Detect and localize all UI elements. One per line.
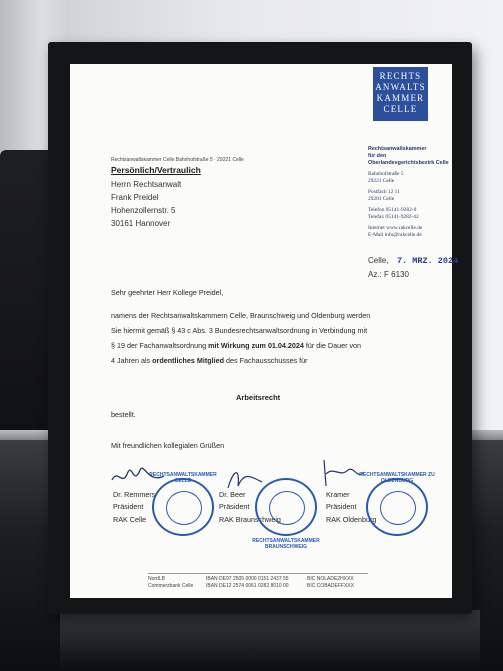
signatory-title: Präsident: [326, 502, 357, 511]
confidential-marking: Persönlich/Vertraulich: [111, 165, 201, 175]
sender-phone: Telefon 05141-9282-0: [368, 207, 417, 213]
place: Celle,: [368, 256, 389, 265]
sender-postbox: Postfach 12 11: [368, 189, 400, 195]
recipient-line: 30161 Hannover: [111, 219, 171, 228]
logo-line: CELLE: [383, 104, 418, 114]
body-line: [111, 356, 308, 365]
logo-line: KAMMER: [376, 93, 425, 103]
seal-celle-text: RECHTSANWALTSKAMMER CELLE: [149, 472, 217, 484]
recipient-line: Herrn Rechtsanwalt: [111, 180, 182, 189]
date-stamp: 7. MRZ. 2024: [397, 256, 459, 266]
bank-name: Commerzbank Celle: [148, 583, 194, 589]
closing: Mit freundlichen kollegialen Grüßen: [111, 441, 225, 450]
chamber-logo: [373, 67, 428, 121]
body-text: 4 Jahren als: [111, 356, 153, 365]
seal-braunschweig: [255, 478, 317, 536]
signatory-org: RAK Braunschweig: [219, 515, 281, 524]
membership-type: ordentliches Mitglied: [152, 356, 225, 365]
sender-postbox-city: 29201 Celle: [368, 196, 395, 202]
signatory-name: Dr. Remmers: [113, 490, 156, 499]
bank-iban: IBAN DE12 2574 0061 0282 8010 00: [206, 583, 289, 589]
signatory-org: RAK Oldenburg: [326, 515, 377, 524]
sender-name: Oberlandesgerichtsbezirk Celle: [368, 160, 449, 166]
bank-bic: BIC COBADEFFXXX: [307, 583, 354, 589]
sender-city: 29221 Celle: [368, 178, 395, 184]
subject: Arbeitsrecht: [236, 393, 281, 402]
sender-web: Internet www.rakcelle.de: [368, 225, 423, 231]
footer-divider: [148, 573, 368, 574]
recipient-line: Hohenzollernstr. 5: [111, 206, 176, 215]
sender-name: für den: [368, 153, 387, 159]
sender-line: Rechtsanwaltskammer Celle Bahnhofstraße 5 · 29221 Celle: [111, 157, 244, 163]
signatory-org: RAK Celle: [113, 515, 147, 524]
sender-fax: Telefax 05141-9282-42: [368, 214, 419, 220]
salutation: Sehr geehrter Herr Kollege Preidel,: [111, 288, 224, 297]
signatory-title: Präsident: [113, 502, 144, 511]
signatory-title: Präsident: [219, 502, 250, 511]
body-line: namens der Rechtsanwaltskammern Celle, Braunschweig und Oldenburg werden: [111, 311, 371, 320]
seal-oldenburg: [366, 478, 428, 536]
signatory-name: Dr. Beer: [219, 490, 246, 499]
appointed: bestellt.: [111, 410, 136, 419]
sender-email: E-Mail info@rakcelle.de: [368, 232, 422, 238]
frame-reflection: [60, 610, 480, 670]
sender-name: Rechtsanwaltskammer: [368, 146, 427, 152]
logo-line: RECHTS: [379, 71, 422, 81]
bank-bic: BIC NOLADE2HXXX: [307, 576, 354, 582]
logo-line: ANWALTS: [375, 82, 426, 92]
seal-braunschweig-text: RECHTSANWALTSKAMMER BRAUNSCHWEIG: [252, 538, 320, 550]
body-line: Sie hiermit gemäß § 43 c Abs. 3 Bundesrechtsanwaltsordnung in Verbindung mit: [111, 326, 368, 335]
body-text: für die Dauer von: [303, 341, 362, 350]
body-line: [111, 341, 361, 350]
sender-street: Bahnhofstraße 5: [368, 171, 404, 177]
seal-oldenburg-text: RECHTSANWALTSKAMMER ZU OLDENBURG: [359, 472, 435, 484]
seal-celle: [152, 478, 214, 536]
effective-date: mit Wirkung zum 01.04.2024: [208, 341, 304, 350]
recipient-line: Frank Preidel: [111, 193, 159, 202]
bank-name: NordLB: [148, 576, 165, 582]
bank-iban: IBAN DE97 2505 0000 0151 2437 55: [206, 576, 289, 582]
reference: Az.: F 6130: [368, 270, 409, 279]
body-text: des Fachausschusses für: [224, 356, 308, 365]
body-text: § 19 der Fachanwaltsordnung: [111, 341, 209, 350]
signatory-name: Kramer: [326, 490, 350, 499]
